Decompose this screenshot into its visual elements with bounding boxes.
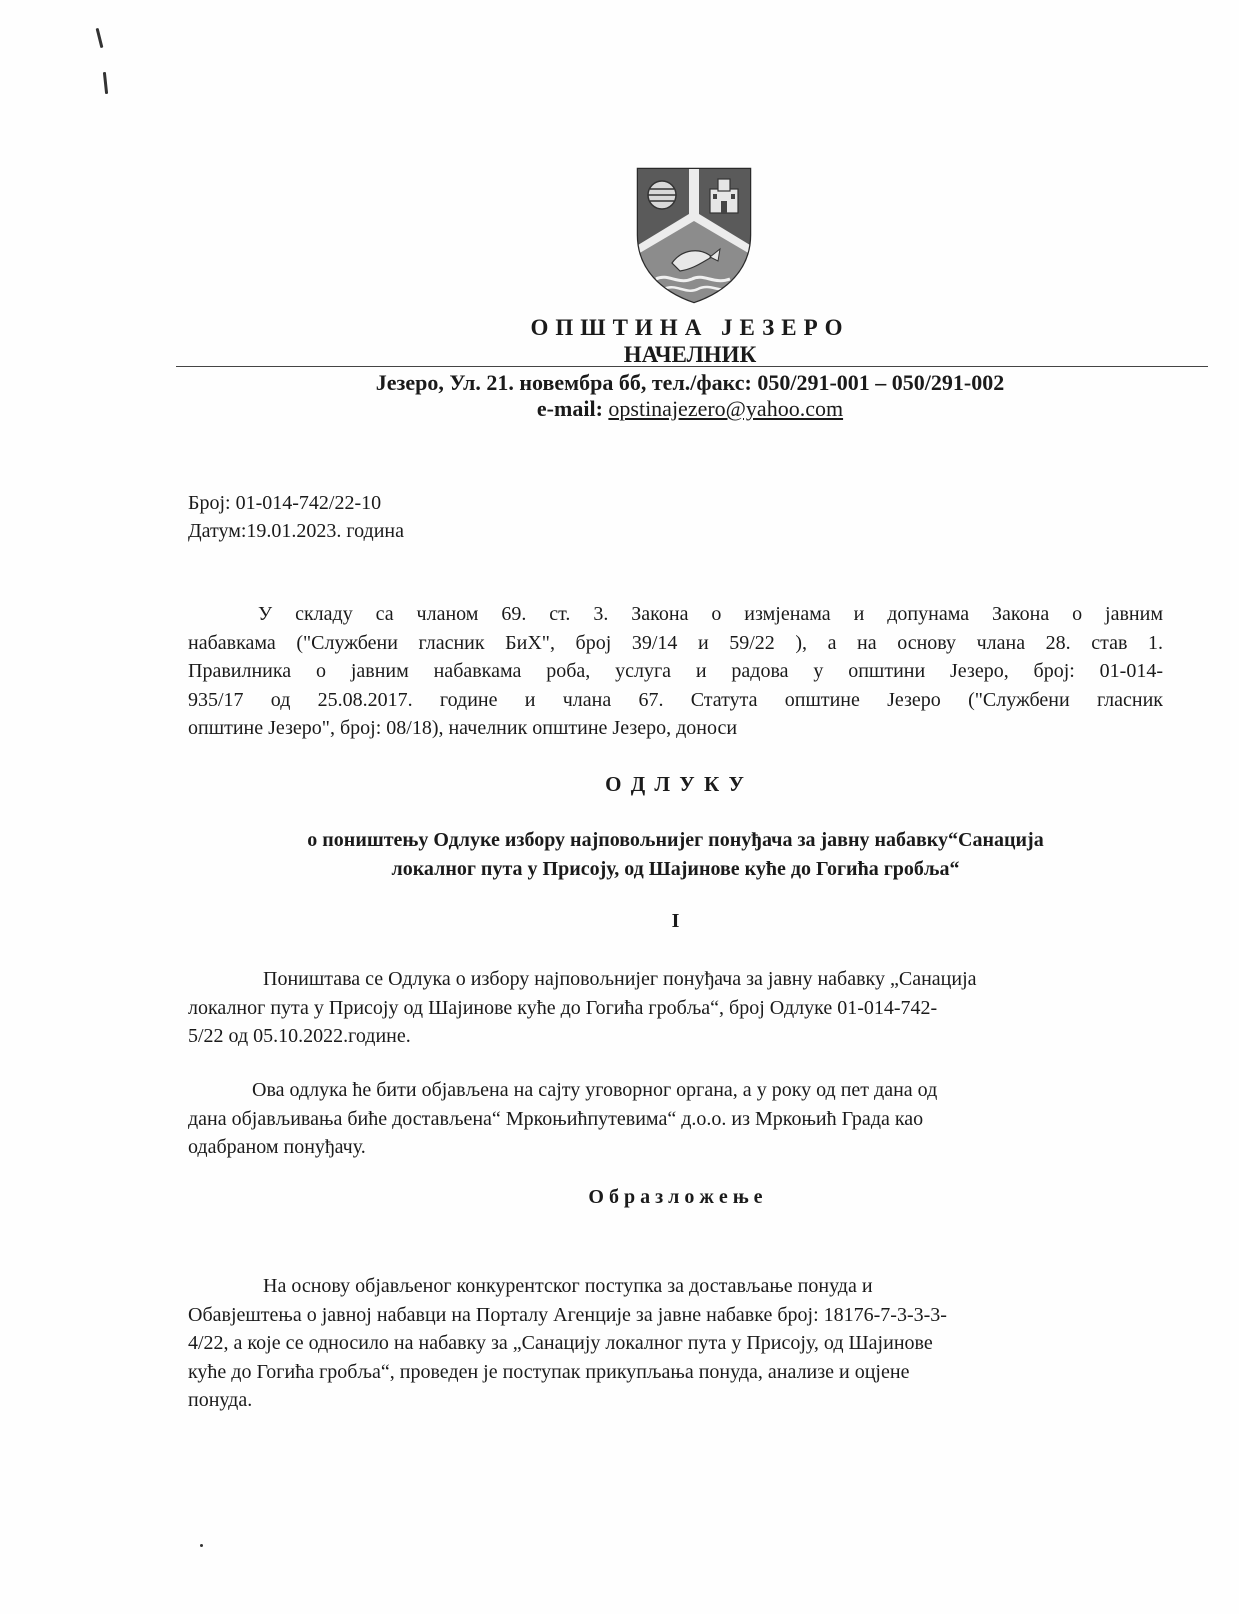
text-line: Ова одлука ће бити објављена на сајту уговорног органа, а у року од пет дана од [252,1079,938,1101]
annulment-paragraph [188,965,977,1051]
decision-heading: О Д Л У К У [605,772,746,796]
email-link[interactable]: opstinajezero@yahoo.com [608,396,844,421]
text-line: Поништава се Одлука о избору најповољнијег понуђача за јавну набавку „Санација [263,968,977,990]
organization-unit: НАЧЕЛНИК [623,342,757,367]
text-line: 935/17 од 25.08.2017. године и члана 67. Статута општине Језеро ("Службени гласник [188,688,1163,711]
intro-paragraph [188,600,1163,743]
scan-mark [96,28,104,48]
text-line: куће до Гогића гробља“, проведен је поступак прикупљања понуда, анализе и оцјене [188,1360,910,1383]
text-line: Обавјештења о јавној набавци на Порталу Агенције за јавне набавке број: 18176-7-3-3-3- [188,1303,947,1326]
organization-name: ОПШТИНА ЈЕЗЕРО [530,315,850,340]
publication-paragraph [188,1076,937,1162]
email-label: e-mail: [536,396,603,421]
organization-address: Језеро, Ул. 21. новембра бб, тел./факс: 050/291-001 – 050/291-002 [375,370,1005,395]
header-divider [176,366,1208,367]
text-line: 5/22 од 05.10.2022.године. [188,1025,411,1047]
coat-of-arms-icon [634,165,754,305]
scan-mark [103,72,108,94]
text-line: Правилника о јавним набавкама роба, услуга и радова у општини Језеро, број: 01-014- [188,660,1163,682]
section-numeral: I [671,910,680,932]
decision-subject [188,826,1163,884]
text-line: општине Језеро", број: 08/18), начелник општине Језеро, доноси [188,717,738,739]
text-line: У складу са чланом 69. ст. 3. Закона о измјенама и допунама Закона о јавним [258,603,1163,625]
text-line: дана објављивања биће достављена“ Мркоњићпутевима“ д.о.о. из Мркоњић Града као [188,1107,924,1130]
text-line: понуда. [188,1389,253,1411]
text-line: На основу објављеног конкурентског поступка за достављање понуда и [263,1275,873,1297]
text-line: 4/22, а које се односило на набавку за „Санацију локалног пута у Присоју, од Шајинове [188,1332,933,1354]
scan-mark [200,1544,203,1547]
text-line: набавкама ("Службени гласник БиХ", број 39/14 и 59/22 ), а на основу члана 28. став 1. [188,631,1163,654]
text-line: одабраном понуђачу. [188,1136,366,1158]
document-number: Број: 01-014-742/22-10 [188,492,382,514]
reasoning-paragraph [188,1272,947,1415]
document-date: Датум:19.01.2023. година [188,520,405,542]
reasoning-heading: О б р а з л о ж е њ е [588,1186,763,1208]
organization-email-line [0,396,1239,422]
subject-line: локалног пута у Присоју, од Шајинове куће до Гогића гробља“ [391,858,960,880]
text-line: локалног пута у Присоју од Шајинове куће до Гогића гробља“, број Одлуке 01-014-742- [188,996,938,1019]
subject-line: о поништењу Одлуке избору најповољнијег понуђача за јавну набавку“Санација [307,829,1044,851]
